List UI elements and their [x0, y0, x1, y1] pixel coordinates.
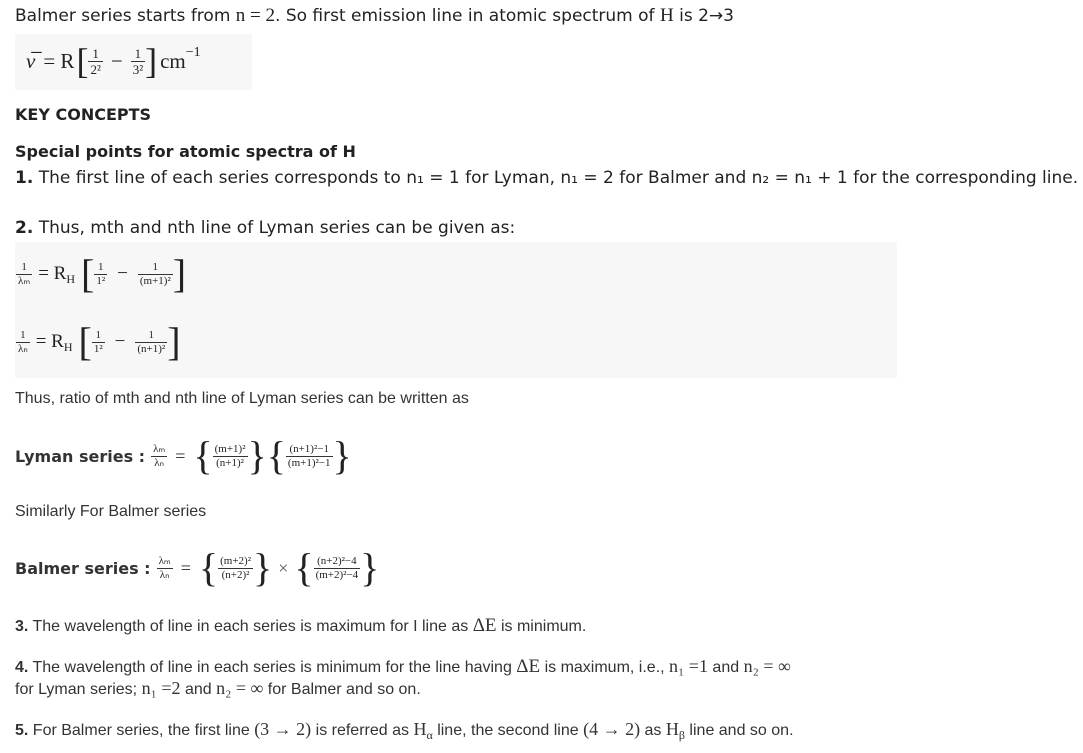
lhs-fraction: [16, 330, 30, 355]
ratio-text: Thus, ratio of mth and nth line of Lyman series can be written as: [15, 390, 469, 407]
equals-sign: =: [175, 445, 186, 466]
math-h-beta: H: [665, 719, 679, 739]
brace-open: {: [193, 433, 213, 478]
frac-num: 1: [92, 330, 105, 343]
point-4-line-2: [15, 678, 421, 699]
minus-sign: −: [117, 263, 128, 284]
point-text-2: is referred as: [311, 722, 414, 739]
point-text: The first line of each series corresponds to n₁ = 1 for Lyman, n₁ = 2 for Balmer and n₂ = n₁ + 1 for the corresponding line.: [33, 168, 1079, 188]
point-text-4: as: [640, 722, 666, 739]
lhs-fraction: [151, 444, 167, 469]
fraction-q: [286, 444, 333, 469]
lyman-ratio: [15, 430, 352, 482]
frac-num: 1: [16, 262, 32, 275]
unit-cm: cm: [160, 48, 186, 73]
point-3: [15, 615, 586, 637]
point-4-line-1: [15, 656, 791, 678]
point-number: 5.: [15, 722, 29, 739]
math-n2: n = 2: [235, 5, 276, 26]
balmer-ratio: [15, 542, 379, 594]
point-text-2: is minimum.: [496, 618, 587, 635]
point-text: The wavelength of line in each series is minimum for the line having: [28, 659, 517, 676]
special-points-title: Special points for atomic spectra of H: [15, 142, 356, 161]
minus-sign: −: [110, 48, 123, 73]
bracket-open: [: [78, 319, 92, 364]
brace-open: {: [266, 433, 286, 478]
equation-m: [16, 250, 186, 298]
frac-num: 1: [88, 47, 102, 62]
equals-sign: =: [180, 557, 191, 578]
brace-open: {: [198, 545, 219, 590]
fraction-2: [131, 47, 145, 76]
intro-text-2: . So first emission line in atomic spectrum of: [275, 6, 660, 26]
subscript-h: H: [66, 271, 75, 286]
minus-sign: −: [114, 331, 126, 352]
fraction-a: [92, 330, 105, 355]
point-5: [15, 719, 794, 743]
subscript-alpha: α: [426, 728, 433, 743]
wavenumber-symbol: ν̅: [26, 48, 36, 73]
frac-den: (n+1)²: [216, 456, 244, 469]
frac-num: 1: [94, 262, 107, 275]
balmer-label: Balmer series :: [15, 558, 151, 578]
frac-num: λₘ: [153, 442, 166, 455]
math-delta-e: ΔE: [516, 656, 541, 677]
math-h: H: [659, 5, 674, 26]
frac-num: 1: [16, 330, 30, 343]
frac-num: 1: [138, 262, 173, 275]
frac-den: (m+1)²: [139, 274, 171, 287]
frac-num: (n+2)²−4: [314, 556, 361, 569]
brace-close: }: [332, 433, 352, 478]
fraction-p: [213, 444, 248, 469]
point-text-5: line and so on.: [684, 722, 794, 739]
math-n2: n₂ = ∞: [743, 656, 791, 676]
point-text-3: and: [707, 659, 744, 676]
frac-num: (n+1)²−1: [286, 444, 333, 457]
math-delta-e: ΔE: [472, 615, 497, 636]
point-2: [15, 218, 515, 238]
frac-den: (n+2)²: [221, 568, 250, 581]
math-transition-2: (4 → 2): [583, 719, 641, 739]
equals-r: = R: [38, 263, 67, 284]
math-h-alpha: H: [413, 719, 427, 739]
frac-den: λₙ: [154, 456, 165, 469]
point-number: 3.: [15, 618, 29, 635]
frac-num: λₘ: [158, 554, 171, 567]
fraction-b: [138, 262, 173, 287]
point-text-3: for Balmer and so on.: [263, 681, 421, 698]
math-n1: n₁ =2: [141, 678, 181, 698]
intro-text: Balmer series starts from: [15, 6, 236, 26]
point-text-2: is maximum, i.e.,: [540, 659, 670, 676]
point-text: The wavelength of line in each series is maximum for I line as: [28, 618, 473, 635]
bracket-close: ]: [145, 41, 158, 81]
frac-den: λₘ: [18, 274, 31, 287]
brace-close: }: [247, 433, 267, 478]
bracket-open: [: [76, 41, 89, 81]
frac-den: (n+1)²: [137, 342, 166, 355]
subscript-beta: β: [678, 728, 685, 743]
times-sign: ×: [278, 557, 289, 578]
lhs-fraction: [157, 556, 173, 581]
equals-r: = R: [35, 331, 64, 352]
bracket-close: ]: [167, 319, 181, 364]
point-1: [15, 168, 1078, 188]
frac-num: 1: [131, 47, 145, 62]
point-text: Thus, mth and nth line of Lyman series can be given as:: [33, 218, 516, 238]
bracket-close: ]: [172, 251, 187, 296]
unit-exponent: −1: [185, 45, 201, 60]
frac-den: 2²: [90, 61, 101, 77]
frac-den: 1²: [96, 274, 106, 287]
frac-den: (m+2)²−4: [315, 568, 359, 581]
fraction-b: [135, 330, 167, 355]
math-transition-1: (3 → 2): [254, 719, 312, 739]
point-number: 4.: [15, 659, 29, 676]
point-text-3: line, the second line: [432, 722, 584, 739]
bracket-open: [: [81, 251, 95, 296]
fraction-p: [218, 556, 253, 581]
point-text: For Balmer series, the first line: [28, 722, 255, 739]
equals-r: = R: [43, 48, 75, 73]
intro-text-3: is 2→3: [673, 6, 734, 26]
point-number: 2.: [15, 218, 34, 238]
frac-den: 1²: [93, 342, 103, 355]
frac-num: (m+1)²: [214, 442, 246, 455]
key-concepts-heading: KEY CONCEPTS: [15, 105, 152, 124]
fraction-a: [94, 262, 107, 287]
lyman-label: Lyman series :: [15, 446, 146, 466]
point-number: 1.: [15, 168, 34, 188]
math-n1: n₁ =1: [669, 656, 708, 676]
frac-den: λₙ: [18, 342, 28, 355]
fraction-1: [88, 47, 102, 76]
frac-den: 3²: [132, 61, 144, 77]
formula-wavenumber: [26, 36, 201, 86]
similarly-text: Similarly For Balmer series: [15, 503, 207, 520]
fraction-q: [314, 556, 361, 581]
frac-num: (m+2)²: [220, 554, 251, 567]
point-text-2: and: [180, 681, 217, 698]
subscript-h: H: [63, 339, 73, 354]
equation-n: [16, 318, 181, 366]
math-n2: n₂ = ∞: [216, 678, 264, 698]
intro-line: [15, 5, 734, 27]
brace-close: }: [360, 545, 380, 590]
brace-open: {: [294, 545, 314, 590]
frac-num: 1: [135, 330, 167, 343]
brace-close: }: [253, 545, 273, 590]
point-text: for Lyman series;: [15, 681, 142, 698]
frac-den: λₙ: [159, 568, 170, 581]
lhs-fraction: [16, 262, 32, 287]
frac-den: (m+1)²−1: [287, 456, 331, 469]
